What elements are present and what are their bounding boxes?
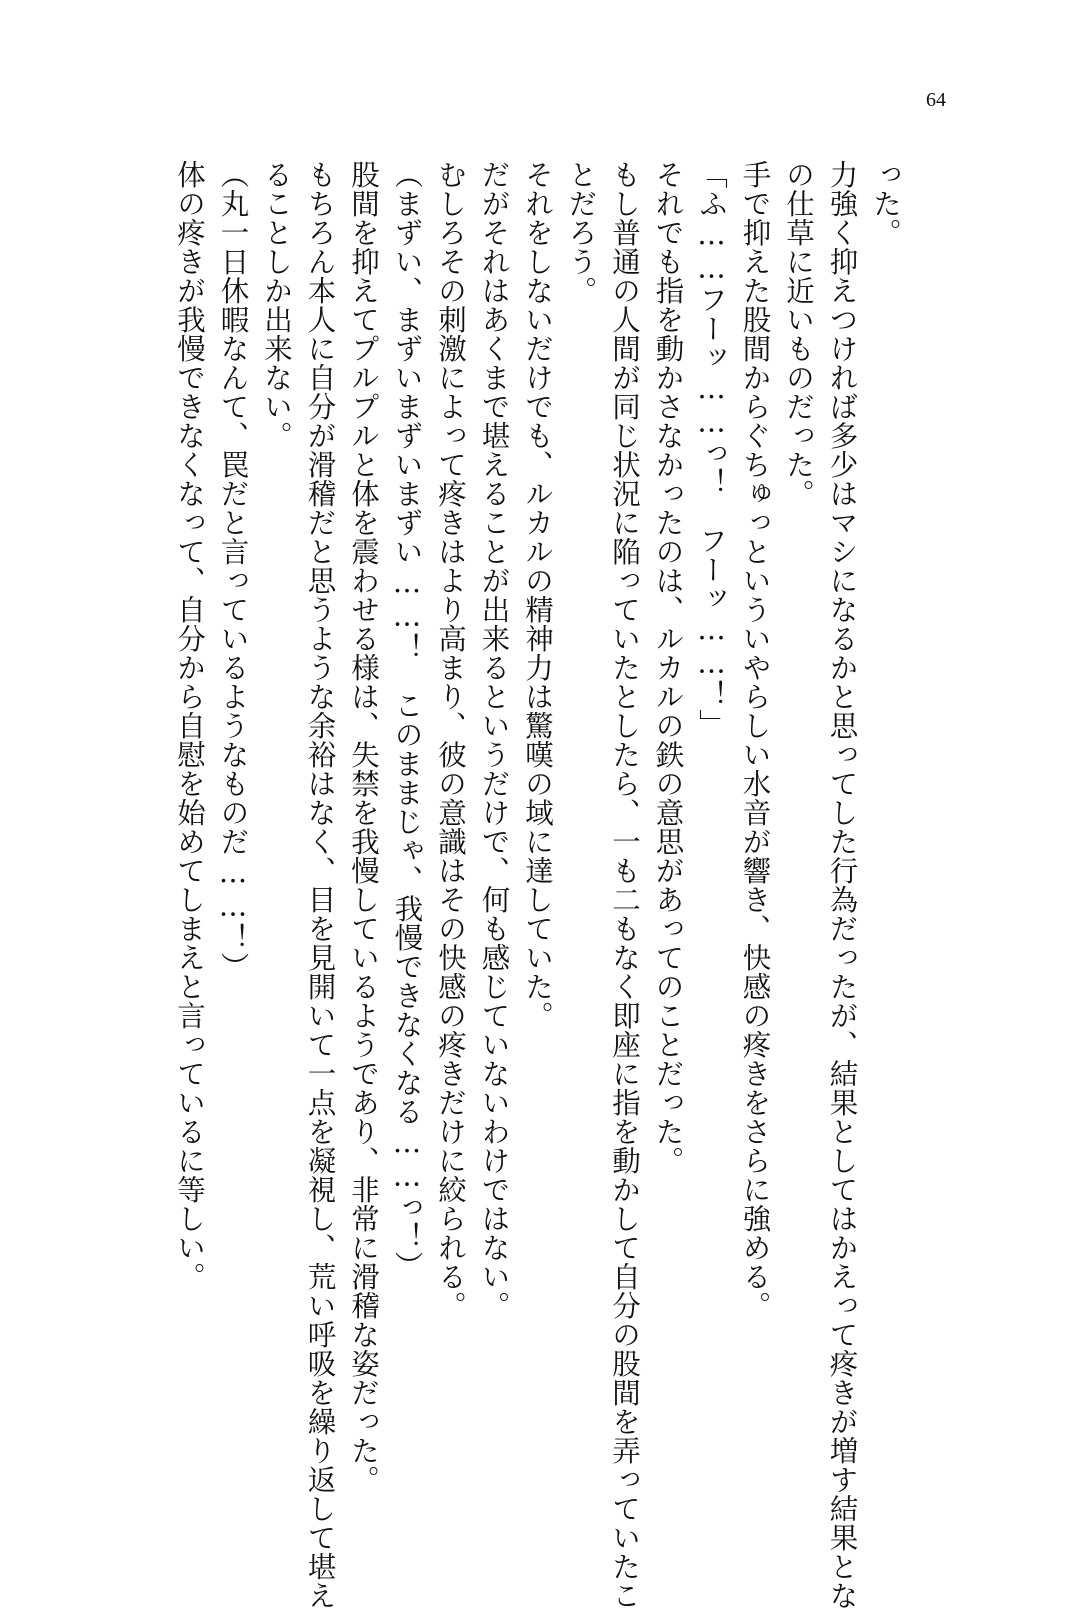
body-text: [168, 160, 908, 1610]
text-line: った。: [869, 160, 902, 247]
page-number: 64: [926, 89, 946, 111]
text-line: それをしないだけでも、ルカルの精神力は驚嘆の域に達していた。: [521, 160, 554, 1030]
text-line: 体の疼きが我慢できなくなって、自分から自慰を始めてしまえと言っているに等しい。: [173, 160, 206, 1291]
text-line: だがそれはあくまで堪えることが出来るというだけで、何も感じていないわけではない。: [477, 160, 511, 1320]
text-line: の仕草に近いものだった。: [782, 160, 815, 508]
text-line: 「ふ……フーッ……っ！ フーッ……！」: [695, 160, 728, 738]
text-line: もし普通の人間が同じ状況に陥っていたとしたら、一も二もなく即座に指を動かして自分の股間を弄っていたこ: [608, 160, 641, 1610]
text-line: もちろん本人に自分が滑稽だと思うような余裕はなく、目を見開いて一点を凝視し、荒い呼吸を繰り返して堪え: [303, 160, 337, 1610]
text-line: 股間を抑えてプルプルと体を震わせる様は、失禁を我慢しているようであり、非常に滑稽な姿だった。: [347, 160, 380, 1494]
text-line: （丸一日休暇なんて、罠だと言っているようなものだ……！）: [216, 160, 250, 981]
text-line: むしろその刺激によって疼きはより高まり、彼の意識はその快感の疼きだけに絞られる。: [434, 160, 467, 1320]
text-line: とだろう。: [564, 160, 598, 305]
text-line: ることしか出来ない。: [260, 160, 293, 450]
text-line: 力強く抑えつければ多少はマシになるかと思ってした行為だったが、結果としてはかえって疼きが増す結果とな: [825, 160, 859, 1610]
text-line: 手で抑えた股間からぐちゅっといういやらしい水音が響き、快感の疼きをさらに強める。: [738, 160, 772, 1320]
text-line: それでも指を動かさなかったのは、ルカルの鉄の意思があってのことだった。: [651, 160, 685, 1175]
text-line: （まずい、まずいまずいまずい……！ このままじゃ、我慢できなくなる……っ！）: [390, 160, 424, 1280]
